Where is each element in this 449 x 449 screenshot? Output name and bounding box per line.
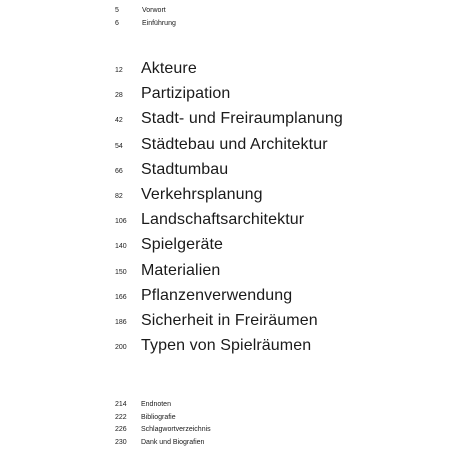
entry-title: Einführung (142, 20, 176, 27)
chapter-title: Akteure (141, 60, 197, 77)
page-number: 140 (115, 243, 127, 251)
entry-title: Dank und Biografien (141, 438, 205, 446)
toc-entry[interactable] (0, 437, 449, 449)
page-number: 42 (115, 117, 123, 125)
toc-chapter-entry[interactable] (0, 236, 449, 261)
toc-chapter-entry[interactable] (0, 211, 449, 236)
chapter-title: Verkehrsplanung (141, 185, 263, 203)
toc-entry[interactable] (0, 18, 449, 31)
chapter-title: Stadt- und Freiraumplanung (141, 110, 343, 128)
page-number: 166 (115, 293, 127, 301)
toc-entry[interactable] (0, 399, 449, 412)
chapter-title: Typen von Spielräumen (141, 337, 312, 355)
entry-title: Endnoten (141, 401, 171, 408)
toc-chapters (0, 60, 449, 362)
toc-chapter-entry[interactable] (0, 337, 449, 362)
toc-chapter-entry[interactable] (0, 287, 449, 312)
toc-chapter-entry[interactable] (0, 186, 449, 211)
entry-title: Schlagwortverzeichnis (141, 426, 211, 433)
chapter-title: Stadtumbau (141, 160, 229, 178)
chapter-title: Landschaftsarchitektur (141, 211, 305, 229)
toc-chapter-entry[interactable] (0, 110, 449, 135)
page-number: 82 (115, 192, 123, 200)
toc-chapter-entry[interactable] (0, 85, 449, 110)
chapter-title: Pflanzenverwendung (141, 286, 293, 304)
entry-title: Vorwort (142, 7, 166, 14)
page-number: 6 (115, 20, 119, 27)
toc-entry[interactable] (0, 5, 449, 18)
page-number: 28 (115, 92, 123, 100)
chapter-title: Städtebau und Architektur (141, 135, 328, 153)
chapter-title: Materialien (141, 261, 221, 279)
toc-chapter-entry[interactable] (0, 312, 449, 337)
page-number: 5 (115, 7, 119, 14)
page-number: 12 (115, 67, 123, 74)
toc-chapter-entry[interactable] (0, 60, 449, 85)
page-number: 214 (115, 401, 127, 408)
toc-entry[interactable] (0, 424, 449, 437)
page-number: 66 (115, 167, 123, 175)
page-number: 150 (115, 268, 127, 276)
page-number: 186 (115, 318, 127, 326)
toc-chapter-entry[interactable] (0, 136, 449, 161)
toc-entry[interactable] (0, 412, 449, 425)
page-number: 222 (115, 413, 127, 421)
page-number: 54 (115, 142, 123, 150)
toc-front-matter (0, 5, 449, 31)
page-number: 106 (115, 218, 127, 226)
entry-title: Bibliografie (141, 413, 176, 421)
toc-chapter-entry[interactable] (0, 161, 449, 186)
toc-chapter-entry[interactable] (0, 262, 449, 287)
chapter-title: Spielgeräte (141, 236, 224, 254)
page-number: 230 (115, 438, 127, 446)
chapter-title: Sicherheit in Freiräumen (141, 311, 318, 329)
chapter-title: Partizipation (141, 85, 231, 103)
page-number: 200 (115, 344, 127, 352)
page-number: 226 (115, 426, 127, 433)
toc-back-matter (0, 399, 449, 449)
